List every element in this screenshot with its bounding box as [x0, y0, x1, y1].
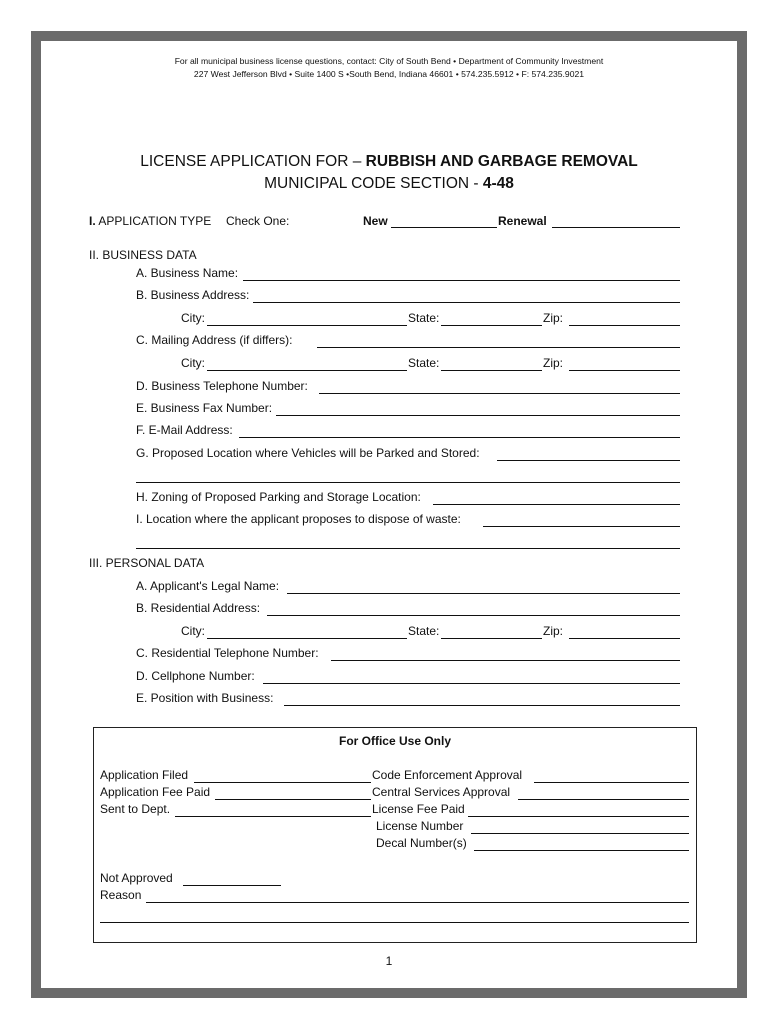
mailing-zip-field[interactable]: [569, 370, 680, 371]
zip-field[interactable]: [569, 325, 680, 326]
residential-phone-label: C. Residential Telephone Number:: [136, 646, 319, 660]
office-use-heading: For Office Use Only: [338, 734, 452, 748]
parking-location-field-2[interactable]: [136, 482, 680, 483]
zoning-field[interactable]: [433, 504, 680, 505]
sent-to-dept-label: Sent to Dept.: [100, 802, 171, 816]
residential-state-label: State:: [408, 624, 440, 638]
new-checkbox-line[interactable]: [391, 227, 497, 228]
mailing-state-label: State:: [408, 356, 440, 370]
business-name-label: A. Business Name:: [136, 266, 239, 280]
state-field[interactable]: [441, 325, 542, 326]
subtitle-bold: 4-48: [482, 175, 514, 192]
page-title: [41, 153, 737, 171]
reason-label: Reason: [100, 888, 142, 902]
document-page: [31, 31, 747, 998]
application-fee-field[interactable]: [215, 799, 371, 800]
residential-city-label: City:: [181, 624, 205, 638]
business-telephone-field[interactable]: [319, 393, 680, 394]
page-subtitle: [41, 175, 737, 193]
business-telephone-label: D. Business Telephone Number:: [136, 379, 308, 393]
cellphone-label: D. Cellphone Number:: [136, 669, 255, 683]
subtitle-prefix: MUNICIPAL CODE SECTION -: [264, 175, 483, 192]
renewal-checkbox-line[interactable]: [552, 227, 680, 228]
parking-location-label: G. Proposed Location where Vehicles will be Parked and Stored:: [136, 446, 480, 460]
renewal-label: Renewal: [498, 214, 547, 228]
application-filed-label: Application Filed: [100, 768, 189, 782]
zip-label: Zip:: [543, 311, 564, 325]
not-approved-field[interactable]: [183, 885, 281, 886]
title-prefix: LICENSE APPLICATION FOR –: [140, 153, 366, 170]
mailing-address-label: C. Mailing Address (if differs):: [136, 333, 293, 347]
section-2-heading: II. BUSINESS DATA: [89, 248, 197, 262]
decal-numbers-field[interactable]: [474, 850, 689, 851]
not-approved-label: Not Approved: [100, 871, 173, 885]
business-address-label: B. Business Address:: [136, 288, 250, 302]
title-bold: RUBBISH AND GARBAGE REMOVAL: [365, 153, 638, 170]
code-enforcement-label: Code Enforcement Approval: [372, 768, 523, 782]
business-name-field[interactable]: [243, 280, 680, 281]
contact-line-1: For all municipal business license questions, contact: City of South Bend • Department of Community Investment: [174, 56, 604, 66]
legal-name-label: A. Applicant's Legal Name:: [136, 579, 280, 593]
disposal-location-field[interactable]: [483, 526, 680, 527]
license-number-field[interactable]: [471, 833, 689, 834]
email-field[interactable]: [239, 437, 680, 438]
business-fax-label: E. Business Fax Number:: [136, 401, 273, 415]
business-fax-field[interactable]: [276, 415, 680, 416]
email-label: F. E-Mail Address:: [136, 423, 233, 437]
residential-city-field[interactable]: [207, 638, 407, 639]
city-label: City:: [181, 311, 205, 325]
application-filed-field[interactable]: [194, 782, 371, 783]
application-type-label: [89, 214, 211, 228]
mailing-state-field[interactable]: [441, 370, 542, 371]
mailing-city-field[interactable]: [207, 370, 407, 371]
legal-name-field[interactable]: [287, 593, 680, 594]
new-label: New: [363, 214, 388, 228]
check-one-label: Check One:: [226, 214, 290, 228]
residential-zip-field[interactable]: [569, 638, 680, 639]
mailing-city-label: City:: [181, 356, 205, 370]
mailing-zip-label: Zip:: [543, 356, 564, 370]
city-field[interactable]: [207, 325, 407, 326]
disposal-location-label: I. Location where the applicant proposes to dispose of waste:: [136, 512, 461, 526]
application-fee-label: Application Fee Paid: [100, 785, 211, 799]
page-number: 1: [385, 954, 393, 968]
license-fee-paid-label: License Fee Paid: [372, 802, 465, 816]
zoning-label: H. Zoning of Proposed Parking and Storage Location:: [136, 490, 421, 504]
license-fee-paid-field[interactable]: [468, 816, 689, 817]
parking-location-field[interactable]: [497, 460, 680, 461]
office-use-box: [93, 727, 697, 943]
reason-field[interactable]: [146, 902, 689, 903]
section-3-heading: III. PERSONAL DATA: [89, 556, 205, 570]
disposal-location-field-2[interactable]: [136, 548, 680, 549]
state-label: State:: [408, 311, 440, 325]
license-number-label: License Number: [376, 819, 464, 833]
section-1-number: I.: [89, 214, 96, 228]
decal-numbers-label: Decal Number(s): [376, 836, 467, 850]
residential-address-field[interactable]: [267, 615, 680, 616]
sent-to-dept-field[interactable]: [175, 816, 371, 817]
reason-field-2[interactable]: [100, 922, 689, 923]
residential-zip-label: Zip:: [543, 624, 564, 638]
residential-state-field[interactable]: [441, 638, 542, 639]
cellphone-field[interactable]: [263, 683, 680, 684]
mailing-address-field[interactable]: [317, 347, 680, 348]
contact-line-2: 227 West Jefferson Blvd • Suite 1400 S •South Bend, Indiana 46601 • 574.235.5912 • F: 574.235.9021: [193, 69, 585, 79]
code-enforcement-field[interactable]: [534, 782, 689, 783]
business-address-field[interactable]: [253, 302, 680, 303]
residential-phone-field[interactable]: [331, 660, 680, 661]
residential-address-label: B. Residential Address:: [136, 601, 261, 615]
position-label: E. Position with Business:: [136, 691, 274, 705]
position-field[interactable]: [284, 705, 680, 706]
section-1-label: APPLICATION TYPE: [98, 214, 212, 228]
central-services-field[interactable]: [518, 799, 689, 800]
central-services-label: Central Services Approval: [372, 785, 511, 799]
